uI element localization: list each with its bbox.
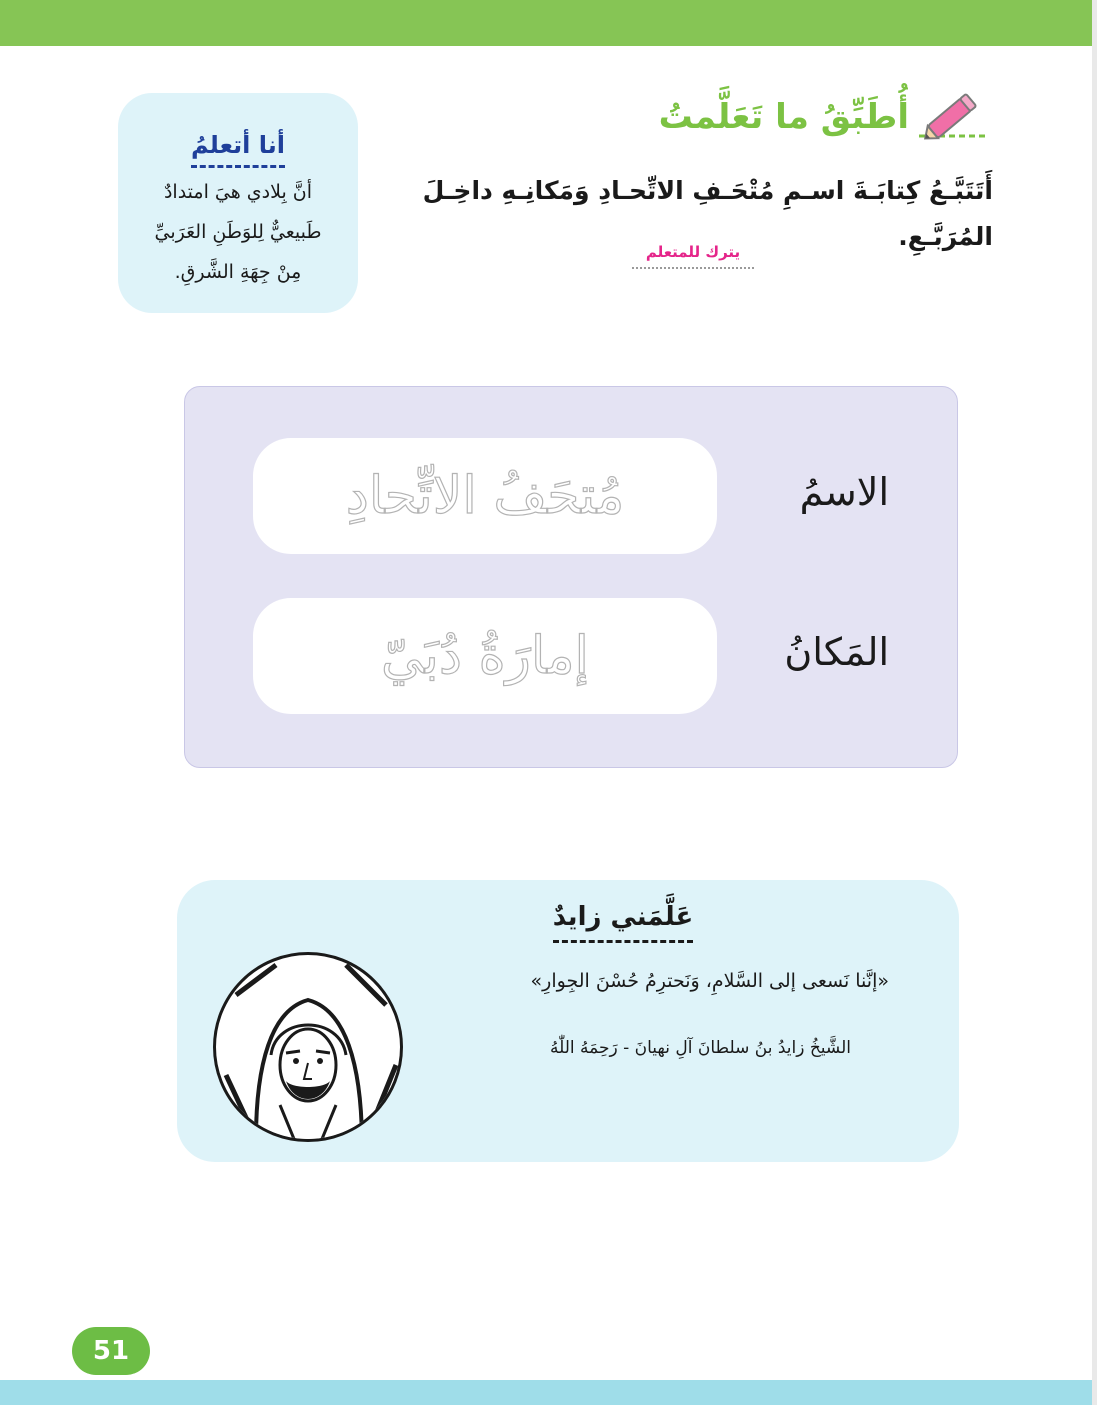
learn-box-title: أنا أتعلمُ [191, 131, 285, 168]
quote-attribution: الشَّيخُ زايدُ بنُ سلطانَ آلِ نهيانَ - رَحِمَهُ اللّٰهُ [549, 1038, 851, 1058]
learn-box-text [118, 172, 358, 292]
row-label: الاسمُ [799, 470, 889, 514]
pencil-icon [917, 86, 987, 148]
quote-text: «إنَّنا نَسعى إلى السَّلامِ، وَنَحترِمُ حُسْنَ الجِوارِ» [530, 970, 889, 992]
learn-line: طَبيعيٌّ لِلوَطَنِ العَرَبيِّ [154, 221, 322, 243]
activity-title: أُطَبِّقُ ما تَعَلَّمتُ [658, 97, 909, 137]
trace-text: إمارَةُ دُبَيّ [381, 626, 589, 686]
activity-header [659, 86, 987, 148]
quote-title: عَلَّمَني زايدٌ [553, 902, 693, 943]
learn-info-box [118, 93, 358, 313]
learn-line: أنَّ بِلادي هيَ امتدادٌ [163, 181, 313, 203]
row-label: المَكانُ [784, 630, 889, 674]
activity-instruction: أَتَتَبَّـعُ كِتابَـةَ اسـمِ مُتْحَـفِ الاتِّحـادِ وَمَكانِـهِ داخِـلَ المُرَبَّـعِ. [422, 176, 993, 251]
page-edge [1092, 0, 1097, 1405]
learn-line: مِنْ جِهَةِ الشَّرقِ. [174, 261, 302, 283]
header-bar [0, 0, 1092, 46]
teacher-note: يترك للمتعلم [632, 243, 754, 269]
trace-field-place[interactable] [253, 598, 717, 714]
zayed-quote-box [177, 880, 959, 1162]
portrait-illustration [213, 952, 403, 1142]
footer-bar [0, 1380, 1092, 1405]
portrait-drawing [216, 955, 400, 1139]
trace-field-name[interactable] [253, 438, 717, 554]
trace-text: مُتحَفُ الاتِّحادِ [345, 466, 625, 526]
page-number: 51 [72, 1327, 150, 1375]
tracing-panel [184, 386, 958, 768]
